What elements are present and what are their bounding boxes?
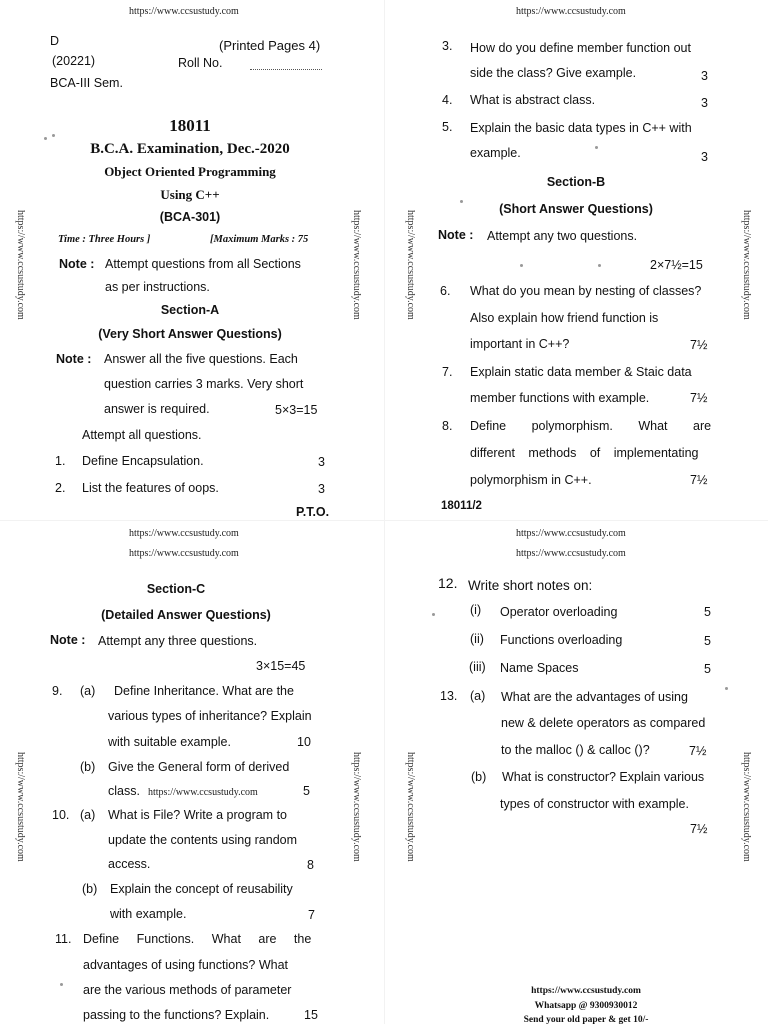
question-12-number: 12. [438, 575, 458, 591]
question-13a-marks: 7½ [689, 744, 707, 758]
watermark-side-3: https://www.ccsustudy.com [405, 210, 416, 320]
question-5-marks: 3 [701, 150, 708, 164]
question-10b-label: (b) [82, 882, 98, 896]
question-12-text: Write short notes on: [468, 578, 593, 593]
question-3-number: 3. [442, 39, 453, 53]
section-a-attempt: Attempt all questions. [82, 428, 202, 442]
question-13a-line-2: new & delete operators as compared [501, 716, 706, 730]
question-12-item-2-marks: 5 [704, 634, 711, 648]
paper-code-number: (20221) [52, 54, 96, 68]
watermark-side-5: https://www.ccsustudy.com [15, 752, 26, 862]
section-c-marks-total: 3×15=45 [256, 659, 306, 673]
section-a-title: Section-A [160, 303, 220, 317]
max-marks: [Maximum Marks : 75 [210, 234, 309, 245]
question-6-number: 6. [440, 284, 451, 298]
question-10a-line-3: access. [108, 857, 151, 871]
time-allowed: Time : Three Hours ] [58, 234, 151, 245]
watermark-inline: https://www.ccsustudy.com [148, 787, 258, 798]
question-10a-label: (a) [80, 808, 96, 822]
watermark-mid-left-2: https://www.ccsustudy.com [129, 548, 239, 559]
section-b-note-text: Attempt any two questions. [487, 229, 638, 243]
scan-speck [60, 983, 63, 986]
watermark-mid-right-2: https://www.ccsustudy.com [516, 548, 626, 559]
question-10b-line-2: with example. [110, 907, 187, 921]
question-8-line-1: Define polymorphism. What are [470, 419, 712, 433]
question-12-item-3-marks: 5 [704, 662, 711, 676]
footer-whatsapp: Whatsapp @ 9300930012 [534, 1001, 638, 1011]
footer-site: https://www.ccsustudy.com [531, 986, 641, 996]
printed-pages: (Printed Pages 4) [219, 38, 321, 53]
general-note-label: Note : [59, 257, 95, 271]
section-c-subtitle: (Detailed Answer Questions) [101, 608, 271, 622]
question-13b-marks: 7½ [690, 822, 708, 836]
course-code: (BCA-301) [159, 210, 221, 224]
question-2-number: 2. [55, 481, 66, 495]
question-12-item-1-label: (i) [470, 603, 482, 617]
watermark-top-right: https://www.ccsustudy.com [516, 6, 626, 17]
question-8-marks: 7½ [690, 473, 708, 487]
pto-label: P.T.O. [296, 505, 330, 519]
question-4-marks: 3 [701, 96, 708, 110]
question-7-line-2: member functions with example. [470, 391, 650, 405]
question-7-line-1: Explain static data member & Staic data [470, 365, 692, 379]
question-12-item-2-text: Functions overloading [500, 633, 623, 647]
scan-speck [725, 687, 728, 690]
question-10a-line-2: update the contents using random [108, 833, 298, 847]
page-divider-vertical [384, 0, 385, 1024]
section-b-note-label: Note : [438, 228, 474, 242]
watermark-side-7: https://www.ccsustudy.com [405, 752, 416, 862]
question-3-line-2: side the class? Give example. [470, 66, 637, 80]
question-2-marks: 3 [318, 482, 325, 496]
question-2-text: List the features of oops. [82, 481, 219, 495]
question-4-text: What is abstract class. [470, 93, 596, 107]
question-1-text: Define Encapsulation. [82, 454, 204, 468]
general-note-line-2: as per instructions. [105, 280, 210, 294]
question-13a-line-1: What are the advantages of using [501, 690, 688, 704]
section-a-note-line-2: question carries 3 marks. Very short [104, 377, 304, 391]
question-11-number: 11. [55, 932, 72, 946]
section-b-marks-total: 2×7½=15 [650, 258, 703, 272]
scan-speck [460, 200, 463, 203]
question-7-marks: 7½ [690, 391, 708, 405]
watermark-mid-left-1: https://www.ccsustudy.com [129, 528, 239, 539]
semester: BCA-III Sem. [50, 76, 123, 90]
question-11-line-3: are the various methods of parameter [83, 983, 292, 997]
scan-speck [520, 264, 523, 267]
question-5-line-2: example. [470, 146, 521, 160]
section-a-subtitle: (Very Short Answer Questions) [98, 327, 282, 341]
question-6-line-2: Also explain how friend function is [470, 311, 659, 325]
question-9a-marks: 10 [297, 735, 311, 749]
watermark-side-1: https://www.ccsustudy.com [15, 210, 26, 320]
question-10b-line-1: Explain the concept of reusability [110, 882, 293, 896]
scan-speck [52, 134, 55, 137]
question-11-line-4: passing to the functions? Explain. [83, 1008, 270, 1022]
question-11-line-1: Define Functions. What are the [83, 932, 312, 946]
subject-line-2: Using C++ [160, 187, 220, 202]
question-10a-line-1: What is File? Write a program to [108, 808, 287, 822]
watermark-side-4: https://www.ccsustudy.com [741, 210, 752, 320]
page-reference: 18011/2 [441, 500, 482, 512]
question-1-marks: 3 [318, 455, 325, 469]
section-c-note-label: Note : [50, 633, 86, 647]
question-6-line-1: What do you mean by nesting of classes? [470, 284, 702, 298]
question-11-line-2: advantages of using functions? What [83, 958, 288, 972]
question-6-marks: 7½ [690, 338, 708, 352]
question-10a-marks: 8 [307, 858, 314, 872]
scan-speck [598, 264, 601, 267]
section-a-note-line-3: answer is required. [104, 402, 210, 416]
question-12-item-3-text: Name Spaces [500, 661, 579, 675]
question-12-item-2-label: (ii) [470, 632, 484, 646]
watermark-side-8: https://www.ccsustudy.com [741, 752, 752, 862]
subject-line-1: Object Oriented Programming [104, 164, 276, 179]
section-c-note-text: Attempt any three questions. [98, 634, 258, 648]
question-8-line-3: polymorphism in C++. [470, 473, 592, 487]
exam-title: B.C.A. Examination, Dec.-2020 [90, 141, 290, 157]
question-5-line-1: Explain the basic data types in C++ with [470, 121, 692, 135]
question-8-number: 8. [442, 419, 453, 433]
question-5-number: 5. [442, 120, 453, 134]
section-b-subtitle: (Short Answer Questions) [499, 202, 653, 216]
watermark-side-2: https://www.ccsustudy.com [351, 210, 362, 320]
question-9b-line-1: Give the General form of derived [108, 760, 290, 774]
scan-speck [44, 137, 47, 140]
question-12-item-1-text: Operator overloading [500, 605, 618, 619]
section-a-note-line-1: Answer all the five questions. Each [104, 352, 298, 366]
general-note-line-1: Attempt questions from all Sections [105, 257, 301, 271]
roll-no-label: Roll No. [178, 56, 223, 70]
question-13b-label: (b) [471, 770, 487, 784]
question-7-number: 7. [442, 365, 453, 379]
question-3-line-1: How do you define member function out [470, 41, 691, 55]
question-12-item-3-label: (iii) [469, 660, 486, 674]
question-1-number: 1. [55, 454, 66, 468]
question-6-line-3: important in C++? [470, 337, 570, 351]
question-9a-line-3: with suitable example. [108, 735, 231, 749]
question-9b-label: (b) [80, 760, 96, 774]
question-10-number: 10. [52, 808, 70, 822]
section-b-title: Section-B [546, 175, 606, 189]
question-13a-line-3: to the malloc () & calloc ()? [501, 743, 650, 757]
roll-no-line [250, 69, 322, 70]
question-11-marks: 15 [304, 1008, 318, 1022]
question-9a-line-1: Define Inheritance. What are the [114, 684, 294, 698]
section-c-title: Section-C [146, 582, 206, 596]
question-4-number: 4. [442, 93, 453, 107]
question-13b-line-1: What is constructor? Explain various [502, 770, 705, 784]
question-9-number: 9. [52, 684, 63, 698]
question-9a-line-2: various types of inheritance? Explain [108, 709, 312, 723]
scan-speck [595, 146, 598, 149]
page-divider-horizontal [0, 520, 768, 521]
section-a-note-label: Note : [56, 352, 92, 366]
watermark-mid-right-1: https://www.ccsustudy.com [516, 528, 626, 539]
section-a-marks-total: 5×3=15 [275, 403, 318, 417]
question-13a-label: (a) [470, 689, 486, 703]
watermark-side-6: https://www.ccsustudy.com [351, 752, 362, 862]
footer-offer: Send your old paper & get 10/- [523, 1015, 649, 1025]
paper-number: 18011 [169, 116, 211, 135]
question-3-marks: 3 [701, 69, 708, 83]
question-9b-line-2: class. [108, 784, 140, 798]
question-10b-marks: 7 [308, 908, 315, 922]
question-13-number: 13. [440, 689, 458, 703]
question-8-line-2: different methods of implementating [470, 446, 699, 460]
series-letter: D [50, 34, 60, 48]
watermark-top-left: https://www.ccsustudy.com [129, 6, 239, 17]
question-13b-line-2: types of constructor with example. [500, 797, 689, 811]
question-9a-label: (a) [80, 684, 96, 698]
scan-speck [432, 613, 435, 616]
question-12-item-1-marks: 5 [704, 605, 711, 619]
question-9b-marks: 5 [303, 784, 310, 798]
